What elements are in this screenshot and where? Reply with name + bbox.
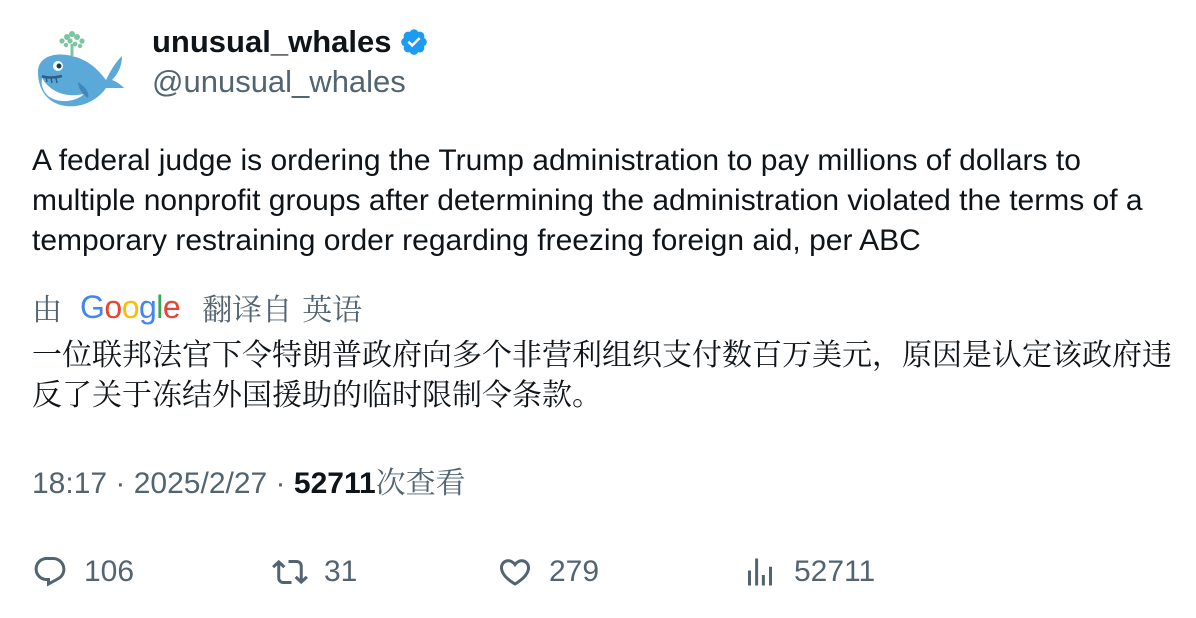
tweet-text: A federal judge is ordering the Trump administration to pay millions of dollars to multiple nonprofit groups after determining the administration violated the terms of a temporary restraining order regarding freezing foreign aid, per ABC <box>32 144 1143 257</box>
avatar[interactable] <box>32 26 126 112</box>
like-button[interactable] <box>497 550 599 594</box>
google-logo: G o o g l e <box>80 289 181 325</box>
tweet-date[interactable]: 2025/2/27 <box>133 467 268 500</box>
meta-separator: · <box>107 467 134 500</box>
reply-button[interactable] <box>32 550 134 594</box>
translation-attribution <box>32 287 362 327</box>
reply-icon <box>32 554 68 590</box>
tweet-time[interactable]: 18:17 <box>32 467 108 500</box>
tweet-meta <box>32 464 466 504</box>
retweet-count: 31 <box>324 555 358 588</box>
source-language: 英语 <box>302 294 363 327</box>
author-handle[interactable]: @unusual_whales <box>152 64 406 99</box>
meta-separator: · <box>267 467 294 500</box>
reply-count: 106 <box>84 555 135 588</box>
views-label: 次查看 <box>375 467 466 500</box>
author-display-name[interactable]: unusual_whales <box>152 24 392 59</box>
views-count: 52711 <box>293 467 376 500</box>
views-button[interactable] <box>742 550 875 594</box>
views-count-action: 52711 <box>794 555 876 588</box>
like-count: 279 <box>549 555 600 588</box>
heart-icon <box>497 554 533 590</box>
verified-badge-icon <box>399 27 429 57</box>
retweet-button[interactable] <box>272 550 357 594</box>
retweet-icon <box>272 554 308 590</box>
translated-by-label: 由 <box>32 294 62 327</box>
translated-text: 一位联邦法官下令特朗普政府向多个非营利组织支付数百万美元，原因是认定该政府违反了关于冻结外国援助的临时限制令条款。 <box>32 339 1172 412</box>
author-name-row[interactable] <box>152 22 429 62</box>
analytics-icon <box>742 554 778 590</box>
whale-icon <box>32 26 126 112</box>
translated-from-label: 翻译自 <box>202 294 293 327</box>
